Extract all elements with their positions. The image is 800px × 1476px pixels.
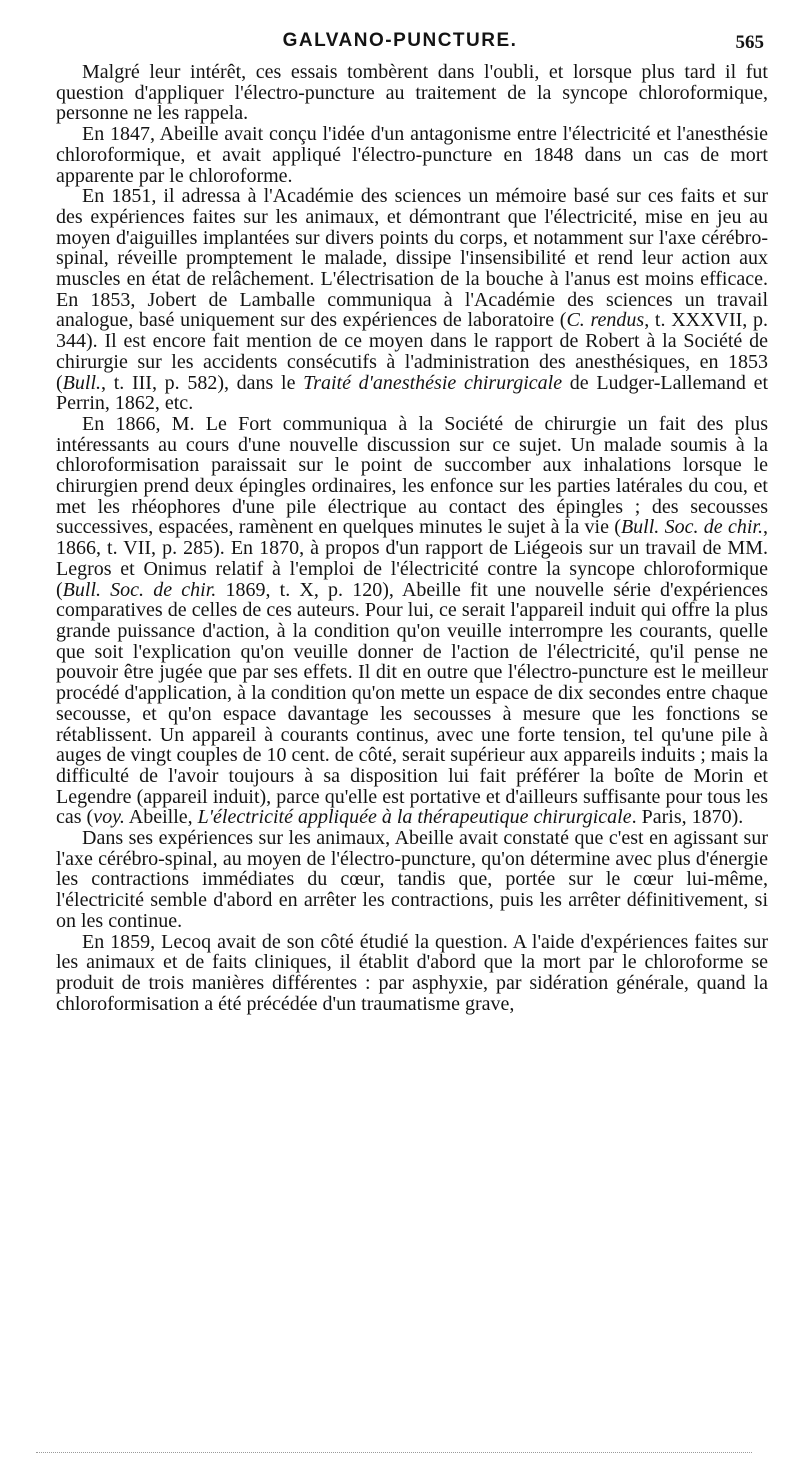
text-run: , 1866, t. VII, p. 285). En 1870, à propos d'un rapport de Liégeois sur un travail de MM. Legros et Onimus relatif à l'emploi de l'électricité contre la syncope chloroformique (	[56, 516, 768, 601]
text-run: , t. XXXVII, p. 344). Il est encore fait mention de ce moyen dans le rapport de Robert à la Société de chirurgie sur les accidents consécutifs à l'administration des anesthésiques, en 1853 (	[56, 309, 768, 394]
footer-rule	[36, 1452, 752, 1453]
paragraph	[56, 828, 768, 932]
text-run: , t. III, p. 582), dans le	[101, 371, 304, 394]
running-head	[0, 30, 800, 58]
italic-text: Bull.	[62, 371, 102, 394]
paragraph	[56, 186, 768, 414]
italic-text: Traité d'anesthésie chirurgicale	[303, 371, 563, 394]
text-run: En 1847, Abeille avait conçu l'idée d'un antagonisme entre l'électricité et l'anesthésie chloroformique, et avait appliqué l'électro-puncture en 1848 dans un cas de mort apparente par le chloroforme.	[56, 123, 768, 187]
paragraph	[56, 932, 768, 1015]
body-text	[56, 62, 768, 1014]
italic-text: L'électricité appliquée à la thérapeutique chirurgicale	[197, 806, 632, 829]
text-run: de Ludger-Lallemand et Perrin, 1862, etc.	[56, 371, 769, 415]
italic-text: C. rendus	[566, 309, 645, 332]
italic-text: Bull. Soc. de chir.	[620, 516, 763, 539]
page-number: 565	[735, 32, 764, 53]
paragraph	[56, 62, 768, 124]
italic-text: voy.	[93, 806, 125, 829]
chapter-title: GALVANO-PUNCTURE.	[282, 30, 518, 51]
paragraph	[56, 124, 768, 186]
text-run: En 1866, M. Le Fort communiqua à la Société de chirurgie un fait des plus intéressants au cours d'une nouvelle discussion sur ce sujet. Un malade soumis à la chloroformisation paraissait sur le point de succomber aux inhalations lorsque le chirurgien prend deux épingles ordinaires, les enfonce sur les parties latérales du cou, et met les rhéophores d'une pile électrique au contact des épingles ; des secousses successives, espacées, ramènent en quelques minutes le sujet à la vie (	[56, 412, 768, 539]
italic-text: Bull. Soc. de chir.	[62, 578, 217, 601]
text-run: 1869, t. X, p. 120), Abeille fit une nouvelle série d'expériences comparatives de celles de ces auteurs. Pour lui, ce serait l'appareil induit qui offre la plus grande puissance d'action, à la condition qu'on veuille interrompre les courants, quelle que soit l'explication qu'on veuille donner de l'action de l'électricité, qu'il pense ne pouvoir être jugée que par ses effets. Il dit en outre que l'électro-puncture est le meilleur procédé d'application, à la condition qu'on mette un espace de dix secondes entre chaque secousse, et qu'on espace davantage les secousses à mesure que les fonctions se rétablissent. Un appareil à courants continus, avec une forte tension, tel qu'une pile à auges de vingt couples de 10 cent. de côté, serait supérieur aux appareils induits ; mais la difficulté de l'avoir toujours à sa disposition lui fait préférer la boîte de Morin et Legendre (appareil induit), parce qu'elle est portative et d'ailleurs suffisante pour tous les cas (	[56, 578, 769, 829]
text-run: . Paris, 1870).	[631, 806, 744, 829]
text-run: En 1859, Lecoq avait de son côté étudié la question. A l'aide d'expériences faites sur les animaux et de faits cliniques, il établit d'abord que la mort par le chloroforme se produit de trois manières différentes : par asphyxie, par sidération générale, quand la chloroformisation a été précédée d'un traumatisme grave,	[56, 930, 768, 1015]
text-run: Dans ses expériences sur les animaux, Abeille avait constaté que c'est en agissant sur l'axe cérébro-spinal, au moyen de l'électro-puncture, qu'on détermine avec plus d'énergie les contractions immédiates du cœur, tandis que, portée sur le cœur lui-même, l'électricité semble d'abord en arrêter les contractions, puis les arrêter définitivement, si on les continue.	[56, 827, 768, 932]
text-run: Malgré leur intérêt, ces essais tombèrent dans l'oubli, et lorsque plus tard il fut question d'appliquer l'électro-puncture au traitement de la syncope chloroformique, personne ne les rappela.	[56, 61, 768, 125]
text-run: En 1851, il adressa à l'Académie des sciences un mémoire basé sur ces faits et sur des expériences faites sur les animaux, et démontrant que l'électricité, mise en jeu au moyen d'aiguilles implantées sur divers points du corps, et notamment sur l'axe cérébro-spinal, réveille promptement le malade, dissipe l'insensibilité et rend leur action aux muscles en état de relâchement. L'électrisation de la bouche à l'anus est moins efficace. En 1853, Jobert de Lamballe communiqua à l'Académie des sciences un travail analogue, basé uniquement sur des expériences de laboratoire (	[56, 185, 768, 332]
paragraph	[56, 414, 768, 828]
text-run: Abeille,	[124, 806, 198, 829]
